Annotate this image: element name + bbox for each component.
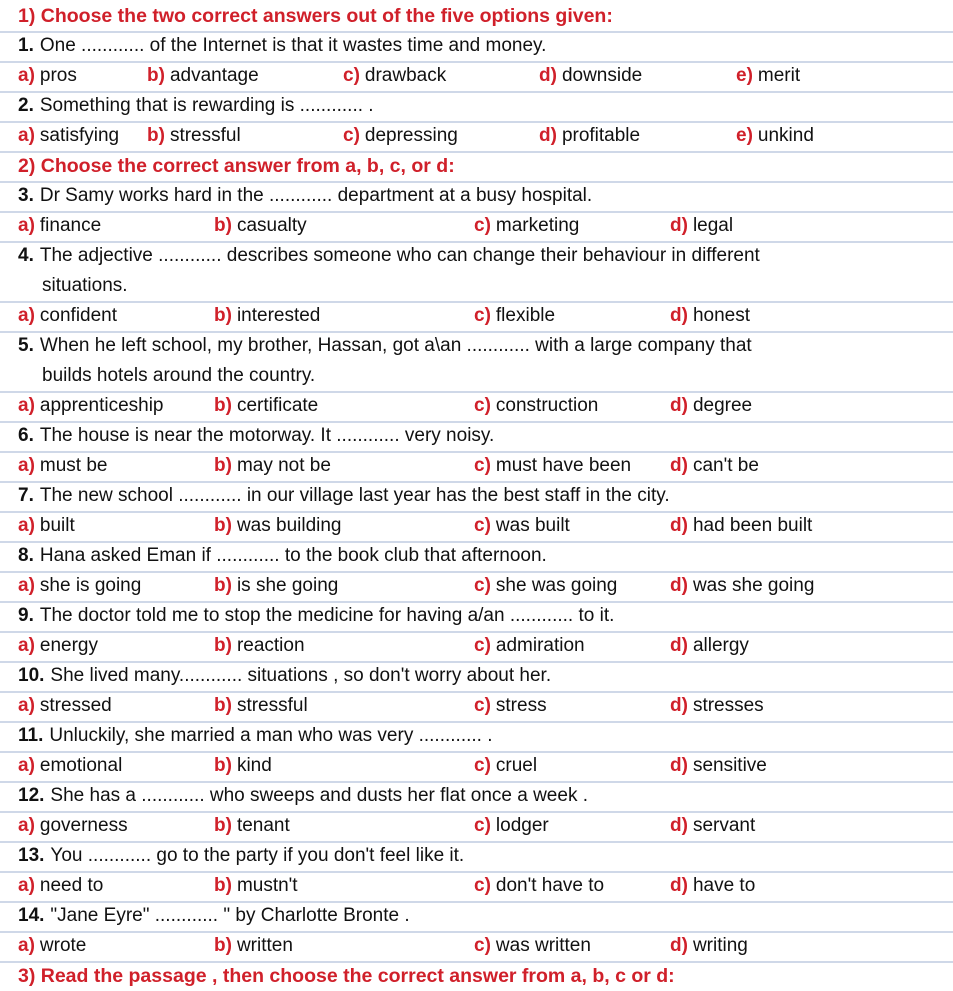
option-a[interactable]: a) need to: [18, 875, 104, 896]
question-6: [18, 421, 494, 451]
option-a[interactable]: a) confident: [18, 305, 118, 326]
options-row-1: [0, 61, 953, 91]
options-row-9: [0, 631, 953, 661]
question-text: When he left school, my brother, Hassan, got a\an ............ with a large company that: [39, 335, 752, 356]
question-13: [18, 841, 464, 871]
section-3-heading: 3) Read the passage , then choose the correct answer from a, b, c or d:: [18, 964, 675, 987]
question-5-continued: builds hotels around the country.: [42, 365, 316, 386]
section-1-heading: 1) Choose the two correct answers out of the five options given:: [18, 4, 613, 27]
question-text: The adjective ............ describes someone who can change their behaviour in different: [39, 245, 760, 266]
option-c[interactable]: c) marketing: [474, 215, 580, 236]
question-9: [18, 601, 614, 631]
option-a[interactable]: a) stressed: [18, 695, 112, 716]
question-number: 11.: [18, 725, 44, 746]
option-d[interactable]: d) honest: [670, 305, 750, 326]
option-e[interactable]: e) merit: [736, 65, 801, 86]
question-4: [18, 241, 760, 271]
option-d[interactable]: d) can't be: [670, 455, 759, 476]
question-number: 2.: [18, 95, 34, 116]
option-d[interactable]: d) sensitive: [670, 755, 767, 776]
question-text: You ............ go to the party if you don't feel like it.: [50, 845, 465, 866]
options-row-14: [0, 931, 953, 961]
question-number: 6.: [18, 425, 34, 446]
option-d[interactable]: d) writing: [670, 935, 748, 956]
options-row-5: [0, 391, 953, 421]
options-row-2: [0, 121, 953, 151]
option-c[interactable]: c) was built: [474, 515, 570, 536]
options-row-3: [0, 211, 953, 241]
option-a[interactable]: a) must be: [18, 455, 108, 476]
question-14: [18, 901, 410, 931]
question-text: Hana asked Eman if ............ to the book club that afternoon.: [39, 545, 547, 566]
options-row-11: [0, 751, 953, 781]
question-number: 7.: [18, 485, 34, 506]
option-a[interactable]: a) satisfying: [18, 125, 120, 146]
option-a[interactable]: a) emotional: [18, 755, 123, 776]
option-d[interactable]: d) have to: [670, 875, 756, 896]
option-b[interactable]: b) may not be: [214, 455, 331, 476]
question-number: 1.: [18, 35, 34, 56]
option-c[interactable]: c) don't have to: [474, 875, 605, 896]
options-row-13: [0, 871, 953, 901]
option-a[interactable]: a) wrote: [18, 935, 87, 956]
option-b[interactable]: b) casualty: [214, 215, 307, 236]
question-number: 8.: [18, 545, 34, 566]
question-8: [18, 541, 547, 571]
options-row-8: [0, 571, 953, 601]
option-b[interactable]: b) tenant: [214, 815, 290, 836]
option-c[interactable]: c) must have been: [474, 455, 632, 476]
option-c[interactable]: c) drawback: [343, 65, 447, 86]
option-b[interactable]: b) stressful: [147, 125, 241, 146]
option-c[interactable]: c) she was going: [474, 575, 618, 596]
option-c[interactable]: c) flexible: [474, 305, 556, 326]
option-c[interactable]: c) construction: [474, 395, 599, 416]
option-d[interactable]: d) downside: [539, 65, 643, 86]
option-b[interactable]: b) mustn't: [214, 875, 298, 896]
option-b[interactable]: b) stressful: [214, 695, 308, 716]
question-text: Dr Samy works hard in the ............ department at a busy hospital.: [39, 185, 593, 206]
question-10: [18, 661, 551, 691]
question-text: Something that is rewarding is ............ .: [39, 95, 374, 116]
options-row-4: [0, 301, 953, 331]
question-text: The doctor told me to stop the medicine for having a/an ............ to it.: [39, 605, 615, 626]
option-a[interactable]: a) pros: [18, 65, 77, 86]
option-b[interactable]: b) was building: [214, 515, 342, 536]
option-a[interactable]: a) built: [18, 515, 75, 536]
options-row-7: [0, 511, 953, 541]
option-d[interactable]: d) had been built: [670, 515, 813, 536]
option-a[interactable]: a) she is going: [18, 575, 142, 596]
option-a[interactable]: a) energy: [18, 635, 99, 656]
option-c[interactable]: c) admiration: [474, 635, 585, 656]
option-d[interactable]: d) legal: [670, 215, 734, 236]
option-b[interactable]: b) kind: [214, 755, 272, 776]
question-text: "Jane Eyre" ............ " by Charlotte Bronte .: [50, 905, 410, 926]
option-a[interactable]: a) apprenticeship: [18, 395, 164, 416]
option-b[interactable]: b) interested: [214, 305, 321, 326]
question-number: 13.: [18, 845, 45, 866]
option-d[interactable]: d) allergy: [670, 635, 749, 656]
option-c[interactable]: c) cruel: [474, 755, 538, 776]
option-a[interactable]: a) finance: [18, 215, 102, 236]
option-d[interactable]: d) profitable: [539, 125, 641, 146]
question-12: [18, 781, 588, 811]
question-11: [18, 721, 493, 751]
question-number: 10.: [18, 665, 45, 686]
question-text: The new school ............ in our village last year has the best staff in the city.: [39, 485, 670, 506]
question-text: She has a ............ who sweeps and dusts her flat once a week .: [50, 785, 588, 806]
option-d[interactable]: d) degree: [670, 395, 753, 416]
question-text: One ............ of the Internet is that it wastes time and money.: [39, 35, 547, 56]
question-2: [18, 91, 374, 121]
question-number: 3.: [18, 185, 34, 206]
option-e[interactable]: e) unkind: [736, 125, 814, 146]
option-c[interactable]: c) stress: [474, 695, 547, 716]
option-d[interactable]: d) was she going: [670, 575, 815, 596]
option-b[interactable]: b) is she going: [214, 575, 339, 596]
question-3: [18, 181, 592, 211]
option-c[interactable]: c) was written: [474, 935, 591, 956]
option-b[interactable]: b) written: [214, 935, 293, 956]
question-text: Unluckily, she married a man who was very ............ .: [49, 725, 493, 746]
options-row-12: [0, 811, 953, 841]
question-text: She lived many............ situations , so don't worry about her.: [50, 665, 552, 686]
section-2-heading: 2) Choose the correct answer from a, b, c, or d:: [18, 154, 455, 177]
question-7: [18, 481, 670, 511]
question-number: 4.: [18, 245, 34, 266]
options-row-6: [0, 451, 953, 481]
option-d[interactable]: d) stresses: [670, 695, 764, 716]
question-number: 9.: [18, 605, 34, 626]
option-b[interactable]: b) reaction: [214, 635, 305, 656]
option-c[interactable]: c) depressing: [343, 125, 458, 146]
question-number: 14.: [18, 905, 45, 926]
question-text: The house is near the motorway. It ............ very noisy.: [39, 425, 495, 446]
option-d[interactable]: d) servant: [670, 815, 756, 836]
question-1: [18, 31, 546, 61]
options-row-10: [0, 691, 953, 721]
option-c[interactable]: c) lodger: [474, 815, 549, 836]
question-4-continued: situations.: [42, 275, 128, 296]
question-number: 5.: [18, 335, 34, 356]
question-number: 12.: [18, 785, 45, 806]
option-b[interactable]: b) advantage: [147, 65, 259, 86]
question-5: [18, 331, 752, 361]
option-b[interactable]: b) certificate: [214, 395, 319, 416]
option-a[interactable]: a) governess: [18, 815, 128, 836]
